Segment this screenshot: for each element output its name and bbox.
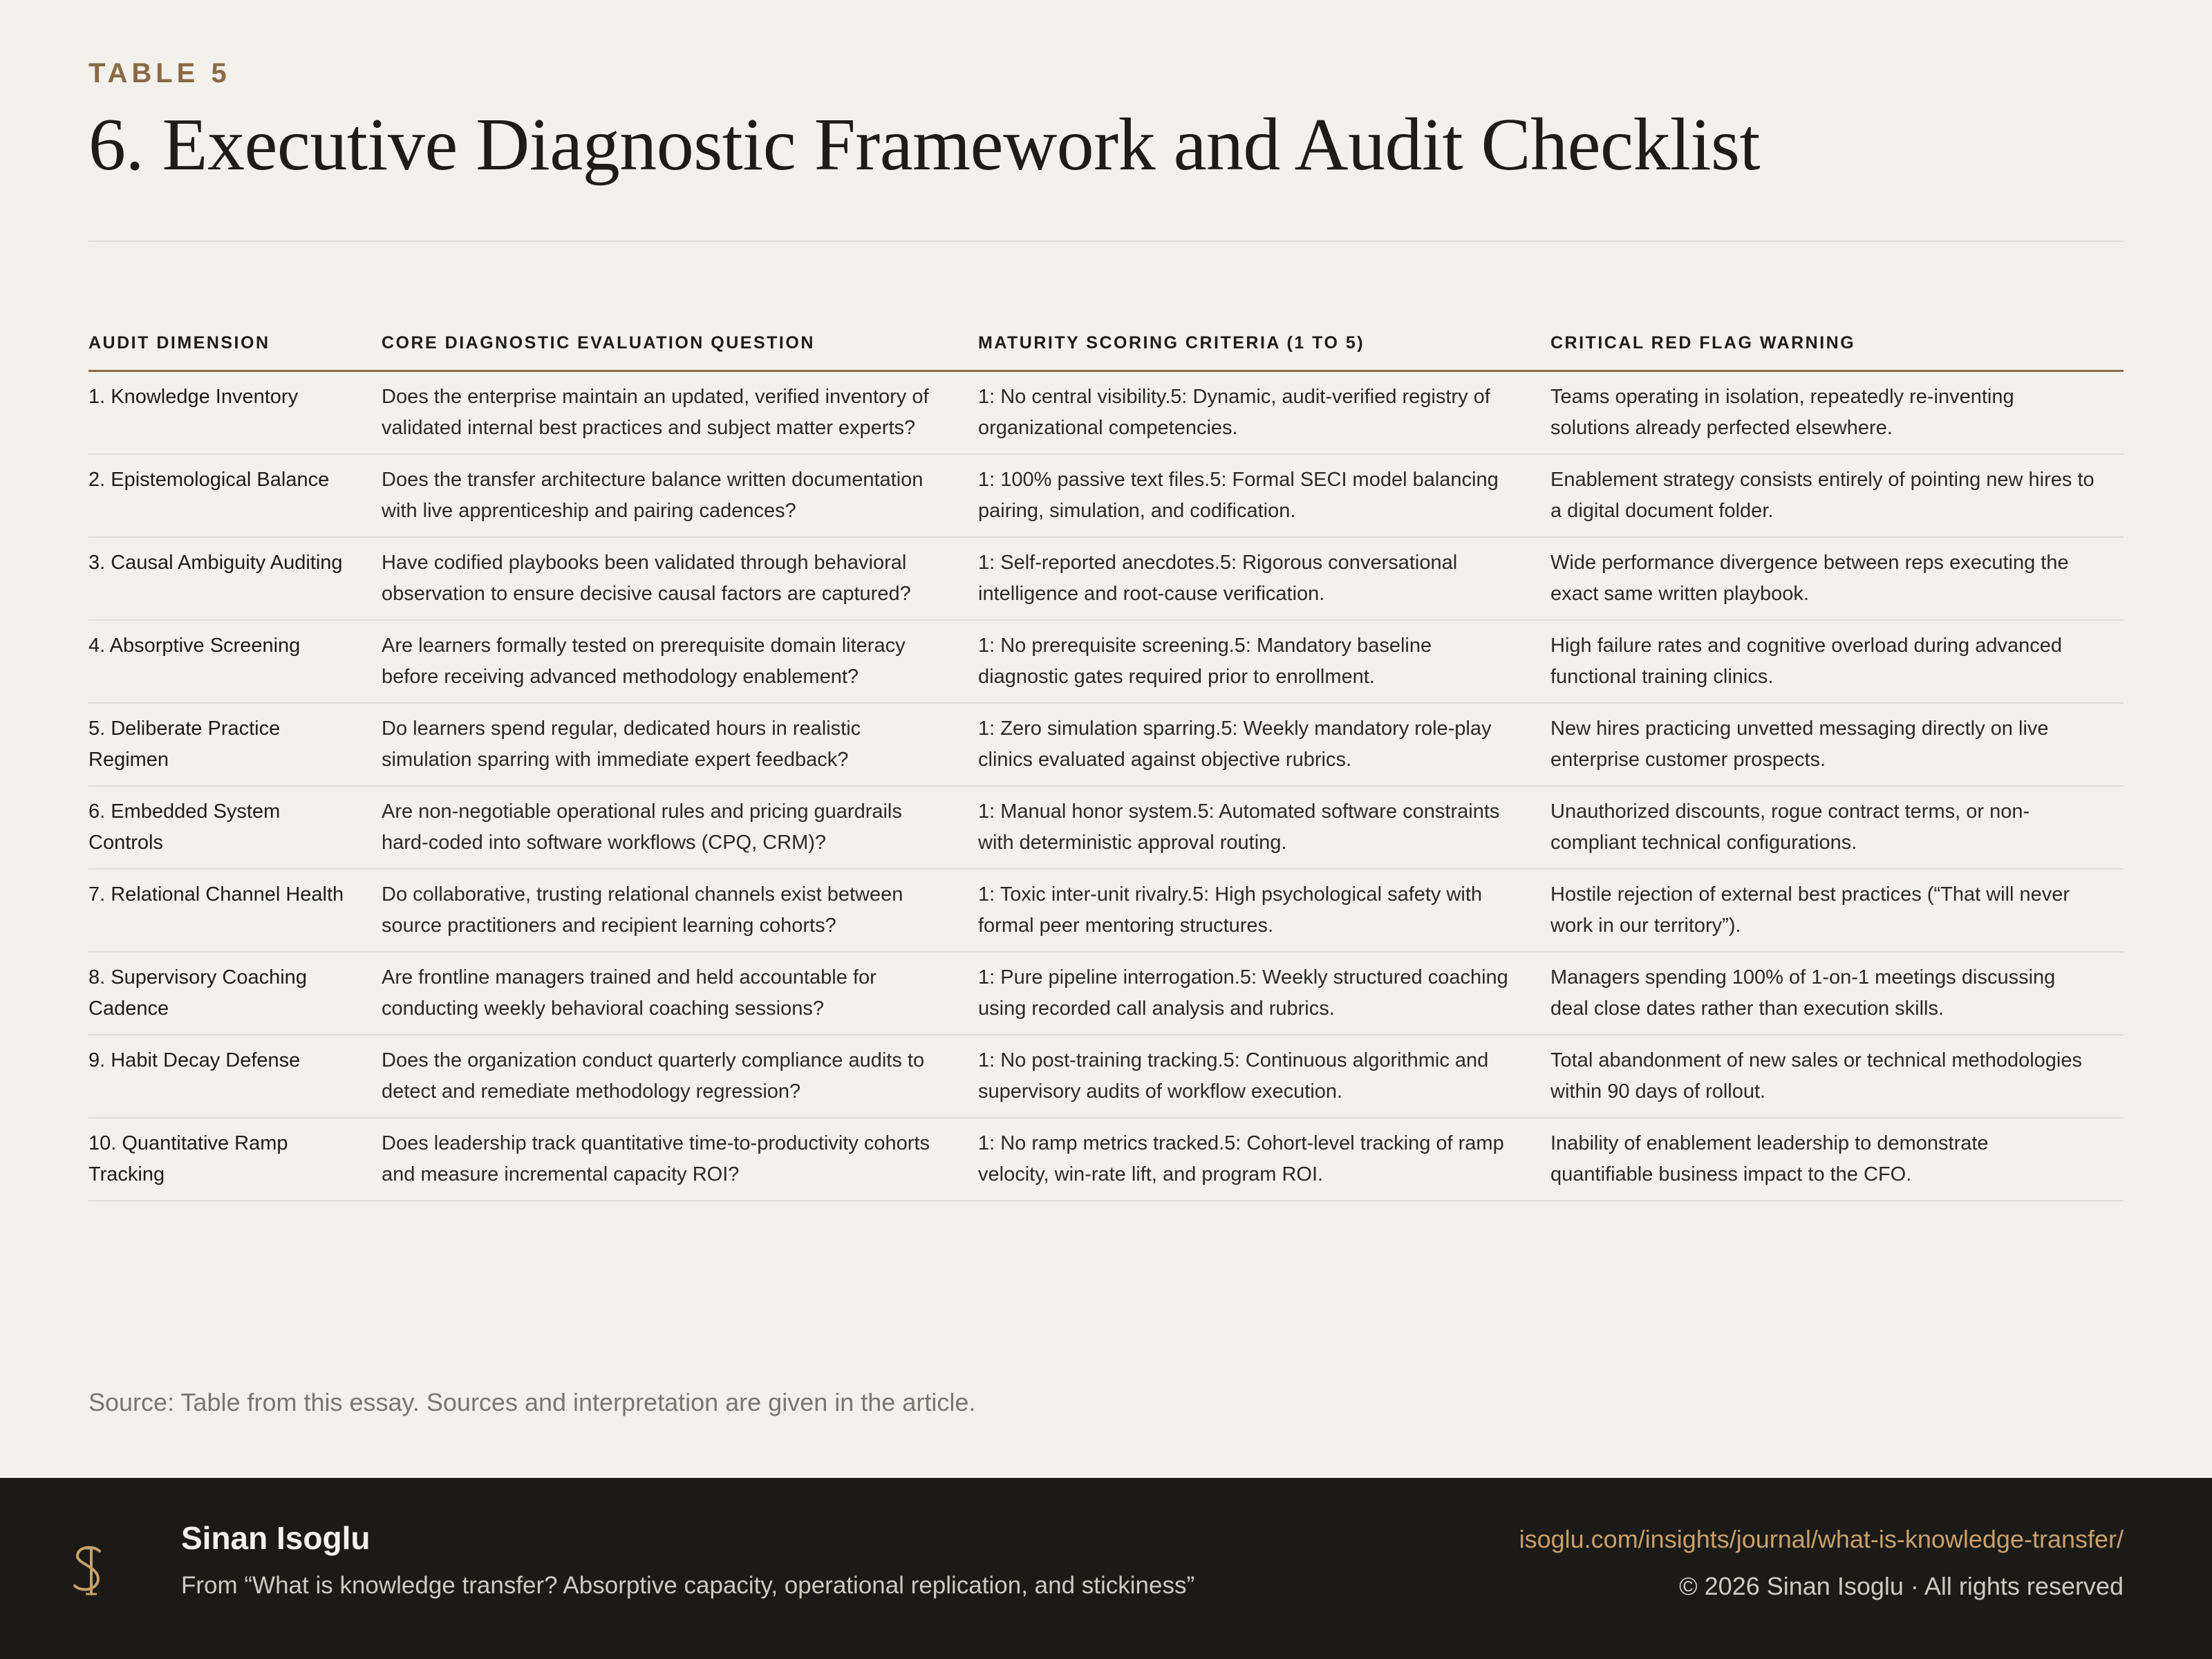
cell-dimension: 4. Absorptive Screening [88,620,382,703]
cell-dimension: 6. Embedded System Controls [88,786,382,869]
copyright-notice: © 2026 Sinan Isoglu · All rights reserved [1679,1572,2124,1600]
cell-dimension: 9. Habit Decay Defense [88,1035,382,1118]
cell-question: Are frontline managers trained and held accountable for conducting weekly behavioral coaching sessions? [382,952,978,1035]
column-header-criteria: MATURITY SCORING CRITERIA (1 TO 5) [978,324,1550,371]
cell-dimension: 3. Causal Ambiguity Auditing [88,537,382,620]
cell-dimension: 10. Quantitative Ramp Tracking [88,1118,382,1201]
cell-criteria: 1: 100% passive text files.5: Formal SECI model balancing pairing, simulation, and codification. [978,454,1550,537]
footer [0,1478,2212,1659]
table-row [88,869,2124,952]
table-row [88,786,2124,869]
table-row [88,537,2124,620]
cell-criteria: 1: No prerequisite screening.5: Mandatory baseline diagnostic gates required prior to enrollment. [978,620,1550,703]
column-header-red-flag: CRITICAL RED FLAG WARNING [1550,324,2124,371]
article-title: From “What is knowledge transfer? Absorptive capacity, operational replication, and stickiness” [181,1572,1195,1599]
table-row [88,371,2124,455]
cell-question: Are non-negotiable operational rules and pricing guardrails hard-coded into software workflows (CPQ, CRM)? [382,786,978,869]
cell-red-flag: Enablement strategy consists entirely of pointing new hires to a digital document folder. [1550,454,2124,537]
cell-question: Does the transfer architecture balance written documentation with live apprenticeship and pairing cadences? [382,454,978,537]
cell-question: Have codified playbooks been validated through behavioral observation to ensure decisive causal factors are captured? [382,537,978,620]
cell-criteria: 1: Zero simulation sparring.5: Weekly mandatory role-play clinics evaluated against objective rubrics. [978,703,1550,786]
cell-red-flag: Inability of enablement leadership to demonstrate quantifiable business impact to the CFO. [1550,1118,2124,1201]
article-link[interactable]: isoglu.com/insights/journal/what-is-knowledge-transfer/ [1519,1525,2124,1553]
cell-red-flag: Hostile rejection of external best practices (“That will never work in our territory”). [1550,869,2124,952]
table-header-row [88,324,2124,371]
cell-question: Do collaborative, trusting relational channels exist between source practitioners and recipient learning cohorts? [382,869,978,952]
cell-red-flag: Total abandonment of new sales or technical methodologies within 90 days of rollout. [1550,1035,2124,1118]
table-row [88,454,2124,537]
cell-question: Does the enterprise maintain an updated, verified inventory of validated internal best practices and subject matter experts? [382,371,978,455]
cell-red-flag: New hires practicing unvetted messaging directly on live enterprise customer prospects. [1550,703,2124,786]
title-divider [88,241,2124,242]
table-row [88,620,2124,703]
cell-question: Do learners spend regular, dedicated hours in realistic simulation sparring with immediate expert feedback? [382,703,978,786]
cell-red-flag: Managers spending 100% of 1-on-1 meetings discussing deal close dates rather than execution skills. [1550,952,2124,1035]
cell-dimension: 1. Knowledge Inventory [88,371,382,455]
table-row [88,703,2124,786]
cell-question: Are learners formally tested on prerequisite domain literacy before receiving advanced methodology enablement? [382,620,978,703]
table-row [88,952,2124,1035]
cell-criteria: 1: Pure pipeline interrogation.5: Weekly structured coaching using recorded call analysis and rubrics. [978,952,1550,1035]
cell-criteria: 1: No central visibility.5: Dynamic, audit-verified registry of organizational competencies. [978,371,1550,455]
cell-criteria: 1: Manual honor system.5: Automated software constraints with deterministic approval routing. [978,786,1550,869]
si-monogram-icon [64,1541,116,1600]
cell-dimension: 2. Epistemological Balance [88,454,382,537]
cell-question: Does leadership track quantitative time-to-productivity cohorts and measure incremental capacity ROI? [382,1118,978,1201]
cell-red-flag: High failure rates and cognitive overload during advanced functional training clinics. [1550,620,2124,703]
table-eyebrow: TABLE 5 [88,58,231,88]
cell-question: Does the organization conduct quarterly compliance audits to detect and remediate methodology regression? [382,1035,978,1118]
table-row [88,1118,2124,1201]
column-header-dimension: AUDIT DIMENSION [88,324,382,371]
cell-criteria: 1: No ramp metrics tracked.5: Cohort-level tracking of ramp velocity, win-rate lift, and program ROI. [978,1118,1550,1201]
page-title: 6. Executive Diagnostic Framework and Audit Checklist [88,104,1761,186]
cell-dimension: 7. Relational Channel Health [88,869,382,952]
cell-red-flag: Unauthorized discounts, rogue contract terms, or non-compliant technical configurations. [1550,786,2124,869]
cell-criteria: 1: No post-training tracking.5: Continuous algorithmic and supervisory audits of workflow execution. [978,1035,1550,1118]
cell-dimension: 8. Supervisory Coaching Cadence [88,952,382,1035]
cell-criteria: 1: Toxic inter-unit rivalry.5: High psychological safety with formal peer mentoring structures. [978,869,1550,952]
cell-criteria: 1: Self-reported anecdotes.5: Rigorous conversational intelligence and root-cause verification. [978,537,1550,620]
table-row [88,1035,2124,1118]
source-note: Source: Table from this essay. Sources and interpretation are given in the article. [88,1388,976,1416]
audit-table [88,324,2124,1201]
cell-dimension: 5. Deliberate Practice Regimen [88,703,382,786]
column-header-question: CORE DIAGNOSTIC EVALUATION QUESTION [382,324,978,371]
cell-red-flag: Wide performance divergence between reps executing the exact same written playbook. [1550,537,2124,620]
author-name: Sinan Isoglu [181,1520,371,1556]
cell-red-flag: Teams operating in isolation, repeatedly re-inventing solutions already perfected elsewhere. [1550,371,2124,455]
